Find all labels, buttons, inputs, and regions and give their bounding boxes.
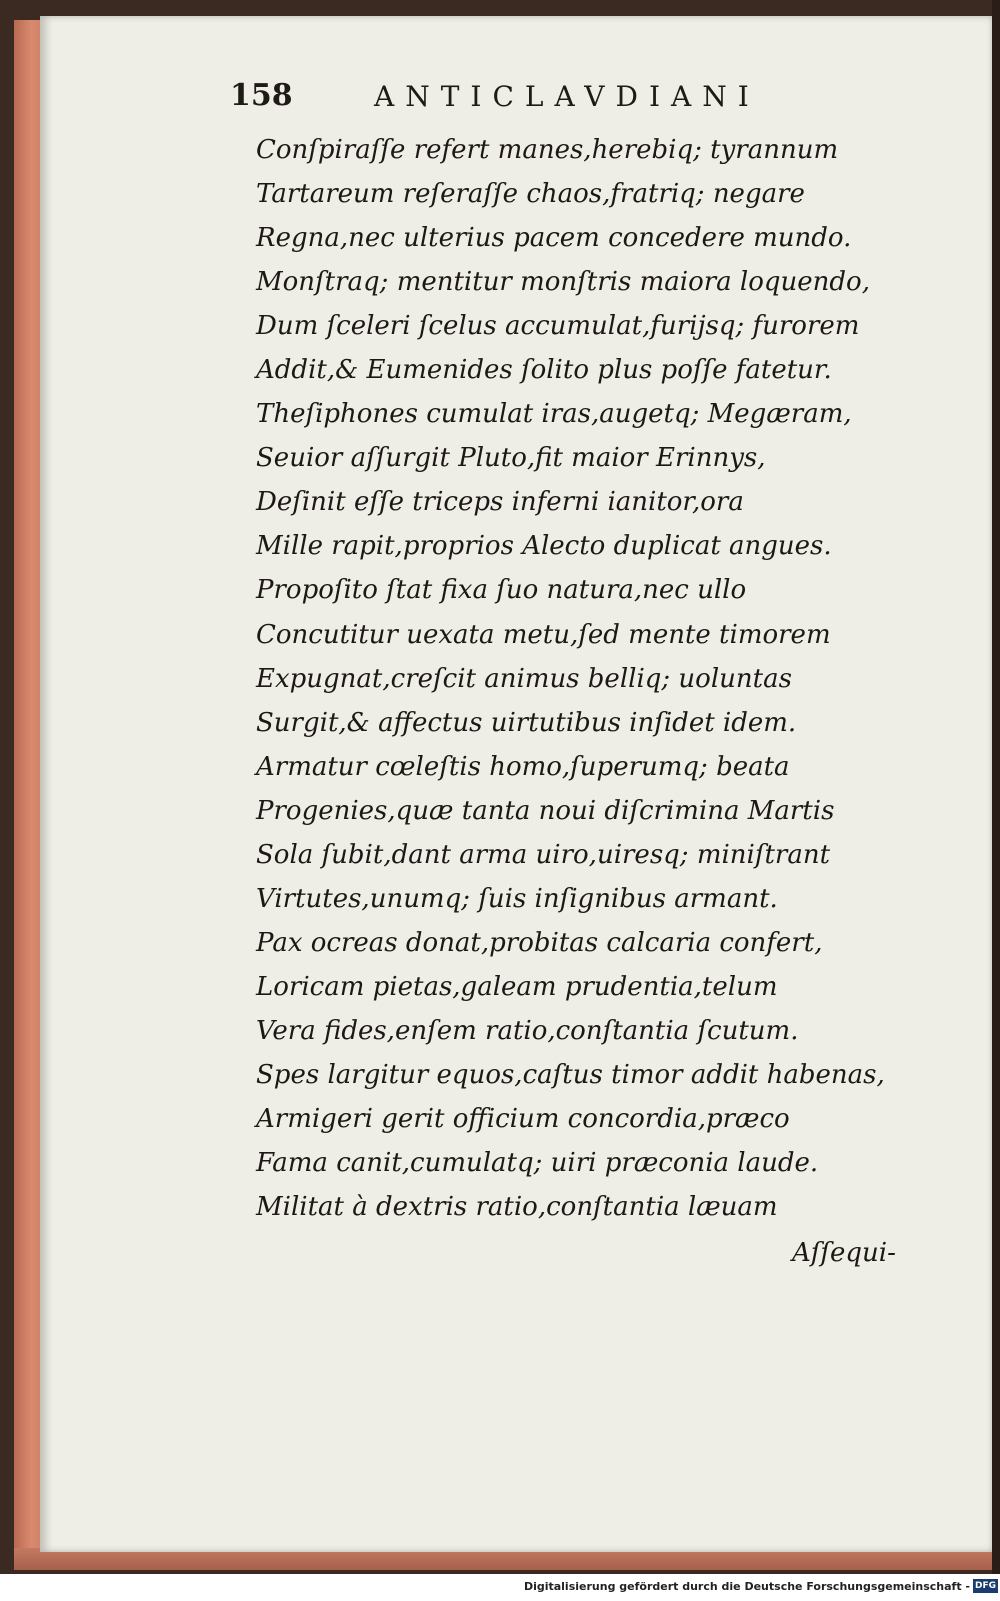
running-head: ANTICLAVDIANI [374, 80, 760, 113]
verse-line: Tartareum reſeraſſe chaos,fratriq; negare [256, 179, 805, 210]
verse-line: Theſiphones cumulat iras,augetq; Megæram, [256, 399, 852, 430]
verse-line: Addit,& Eumenides ſolito plus poſſe fatetur. [256, 355, 832, 386]
dfg-logo: DFG [974, 1581, 996, 1591]
verse-line: Fama canit,cumulatq; uiri præconia laude. [256, 1148, 819, 1179]
verse-line: Pax ocreas donat,probitas calcaria confert, [256, 927, 823, 958]
verse-line: Mille rapit,proprios Alecto duplicat angues. [256, 531, 832, 562]
footer-bar [0, 1574, 1000, 1601]
verse-line: Loricam pietas,galeam prudentia,telum [256, 971, 778, 1002]
page-number: 158 [230, 78, 293, 113]
verse-line: Conſpiraſſe refert manes,herebiq; tyrannum [256, 135, 839, 165]
footer-credit: Digitalisierung gefördert durch die Deutsche Forschungsgemeinschaft - [523, 1580, 970, 1593]
verse-line: Armatur cœleſtis homo,ſuperumq; beata [256, 751, 790, 782]
verse-line: Vera fides,enſem ratio,conſtantia ſcutum. [256, 1015, 799, 1046]
verse-line: Militat à dextris ratio,conſtantia læuam [256, 1192, 778, 1223]
page-header [230, 78, 870, 122]
verse-line: Surgit,& affectus uirtutibus inſidet idem. [256, 707, 797, 738]
verse-line: Expugnat,creſcit animus belliq; uoluntas [256, 663, 792, 694]
verse-line: Regna,nec ulterius pacem concedere mundo. [256, 223, 852, 254]
verse-line: Sola ſubit,dant arma uiro,uiresq; miniſtrant [256, 839, 831, 870]
verse-line: Concutitur uexata metu,ſed mente timorem [256, 619, 831, 650]
verse-line: Dum ſceleri ſcelus accumulat,furijsq; furorem [256, 311, 860, 342]
verse-line: Deſinit eſſe triceps inferni ianitor,ora [256, 487, 744, 518]
verse-text [256, 128, 916, 1229]
right-binding-edge [992, 0, 1000, 1574]
verse-line: Virtutes,unumq; ſuis inſignibus armant. [256, 883, 778, 914]
verse-line: Spes largitur equos,caſtus timor addit habenas, [256, 1059, 885, 1090]
verse-line: Seuior aſſurgit Pluto,fit maior Erinnys, [256, 443, 766, 474]
verse-line: Monſtraq; mentitur monſtris maiora loquendo, [256, 267, 870, 298]
verse-line: Armigeri gerit officium concordia,præco [256, 1104, 790, 1135]
verse-line: Propoſito ſtat fixa ſuo natura,nec ullo [256, 575, 747, 606]
catchword: Aſſequi- [792, 1238, 896, 1268]
verse-line: Progenies,quæ tanta noui diſcrimina Martis [256, 795, 835, 826]
